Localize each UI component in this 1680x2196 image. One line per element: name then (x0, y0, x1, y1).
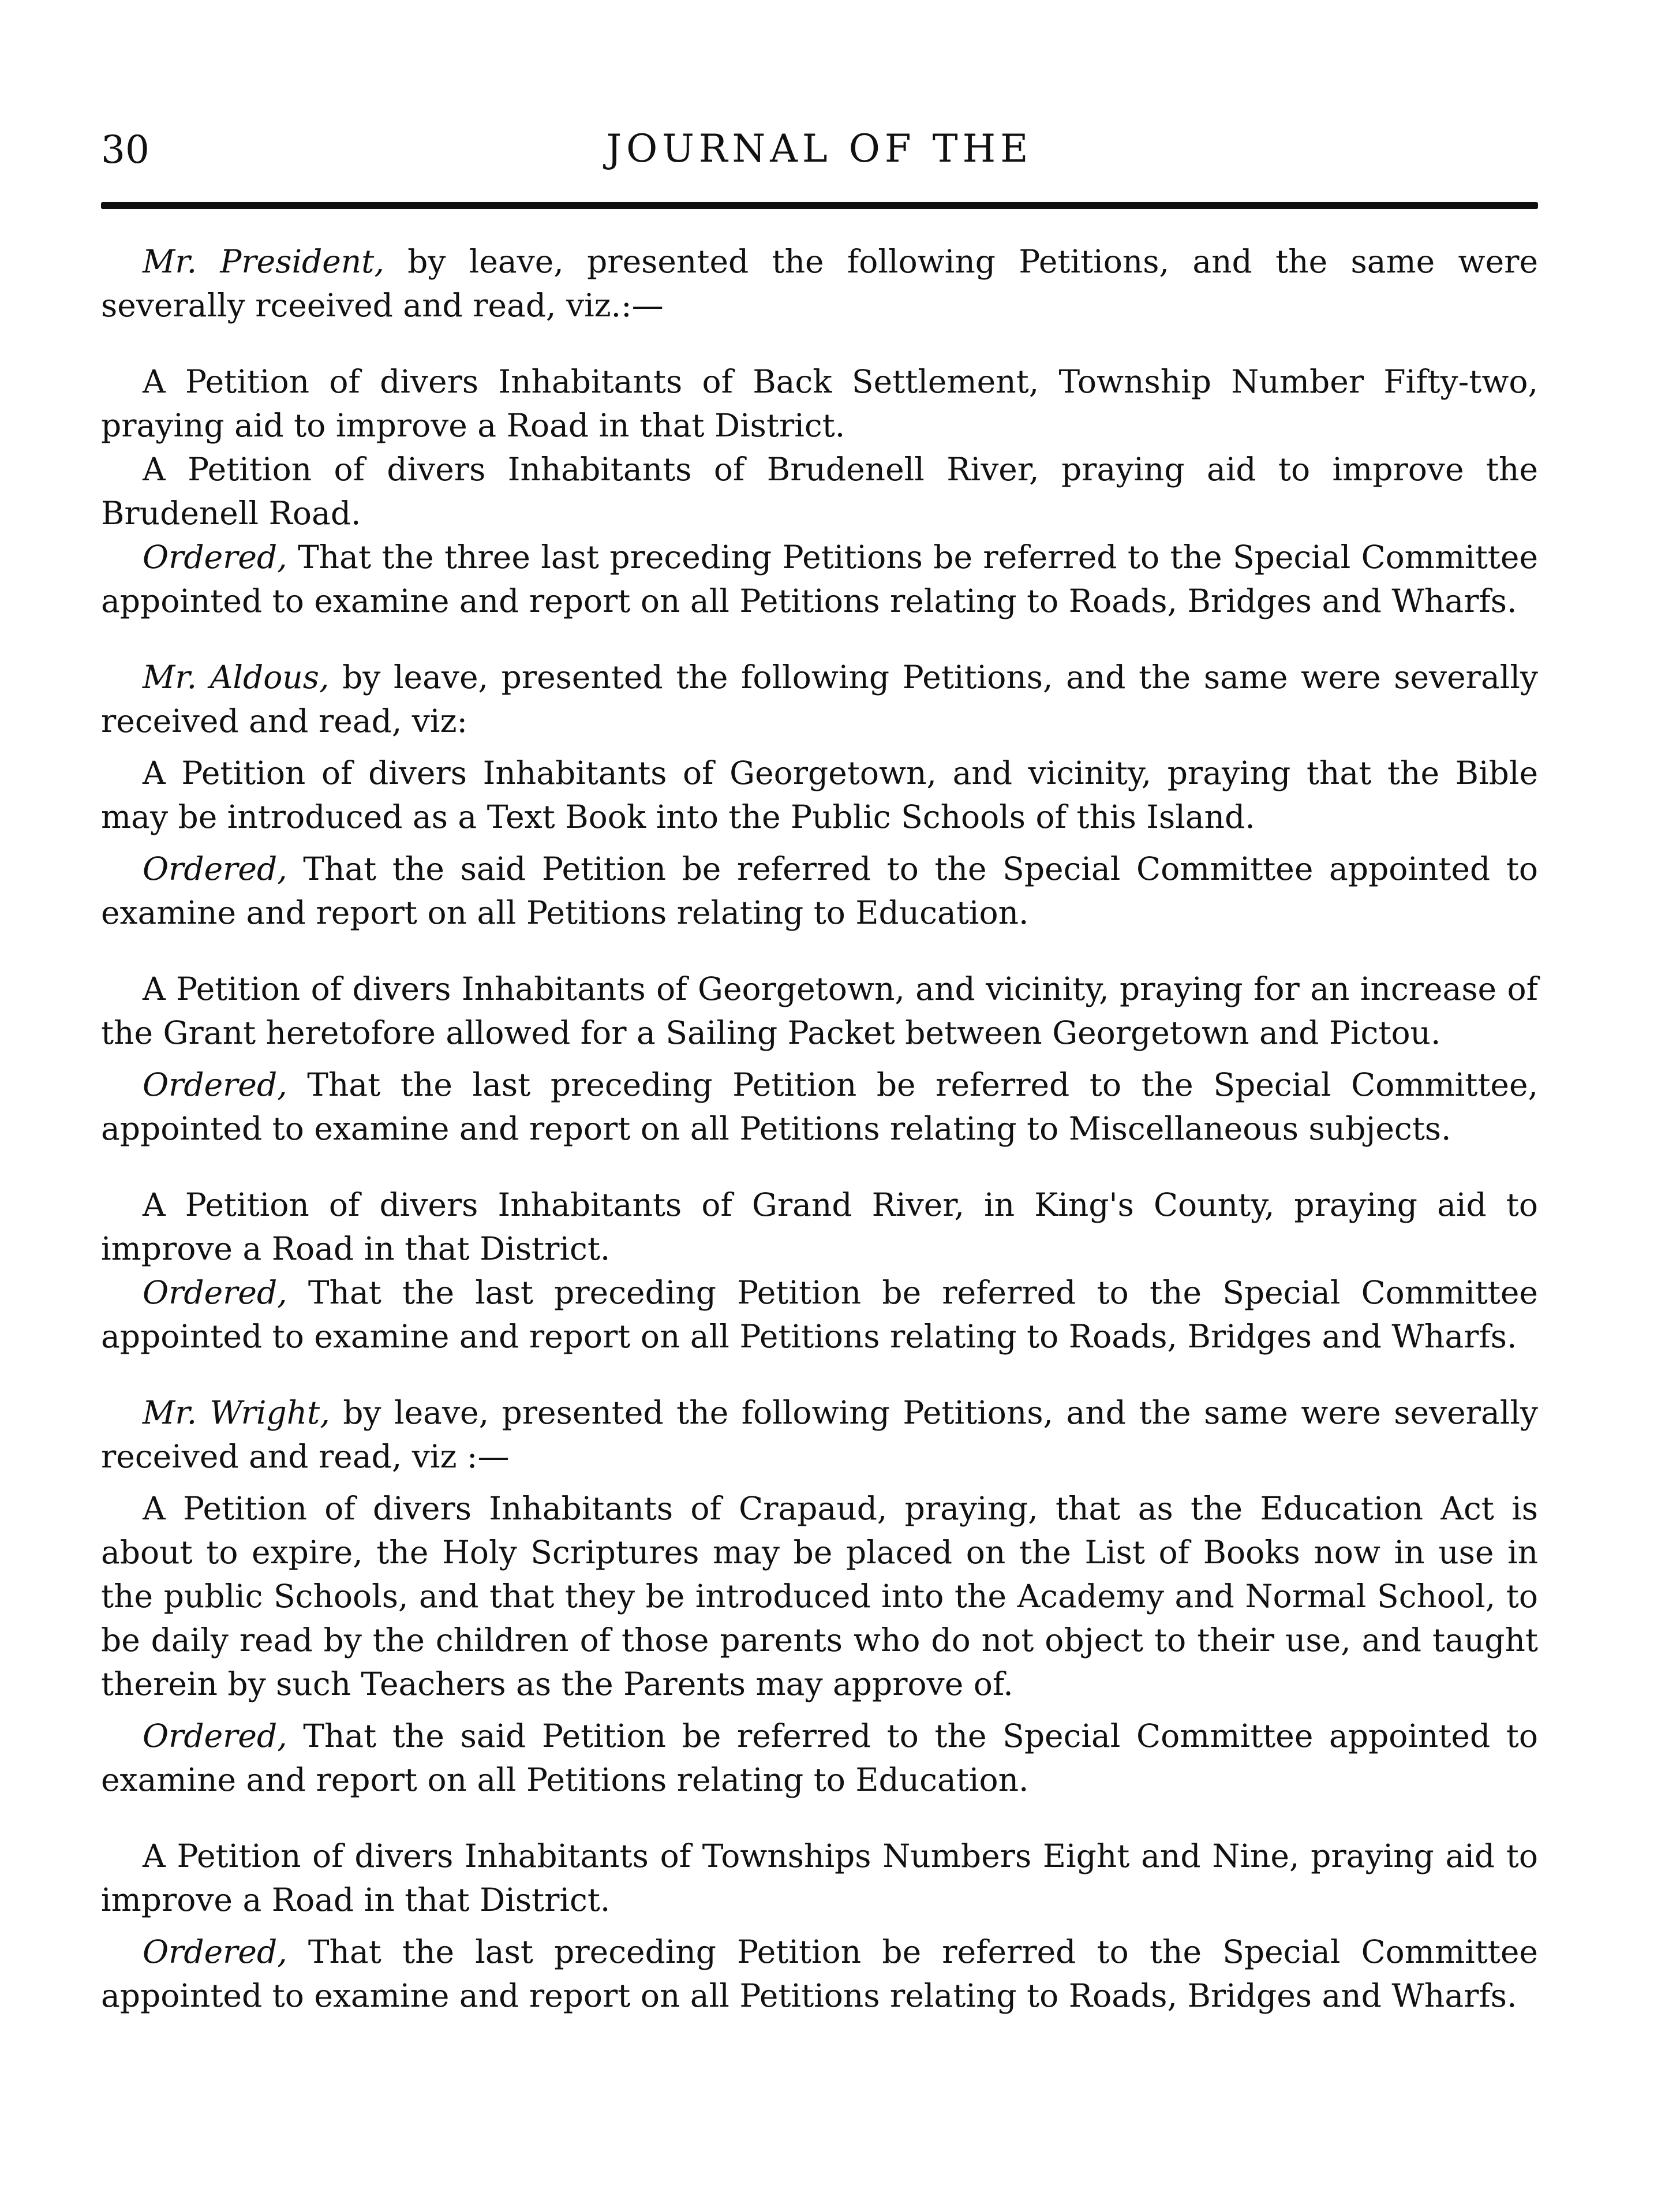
order-paragraph (101, 1271, 1538, 1358)
paragraph-lead: Ordered, (143, 1933, 287, 1970)
paragraph-text: A Petition of divers Inhabitants of Brudenell River, praying aid to improve the Brudenell Road. (101, 451, 1538, 532)
paragraph-text: That the last preceding Petition be referred to the Special Committee appointed to examine and report on all Petitions relating to Roads, Bridges and Wharfs. (101, 1933, 1538, 2014)
paragraph-text: That the last preceding Petition be referred to the Special Committee, appointed to examine and report on all Petitions relating to Miscellaneous subjects. (101, 1066, 1538, 1147)
order-paragraph (101, 847, 1538, 935)
petition-paragraph (101, 1487, 1538, 1706)
paragraph-text: A Petition of divers Inhabitants of Back Settlement, Township Number Fifty-two, praying aid to improve a Road in that District. (101, 363, 1538, 444)
paragraph-text: That the three last preceding Petitions be referred to the Special Committee appointed to examine and report on all Petitions relating to Roads, Bridges and Wharfs. (101, 539, 1538, 619)
paragraph-text: A Petition of divers Inhabitants of Crapaud, praying, that as the Education Act is about to expire, the Holy Scriptures may be placed on the List of Books now in use in the public Schools, and that they be introduced into the Academy and Normal School, to be daily read by the children of those parents who do not object to their use, and taught therein by such Teachers as the Parents may approve of. (101, 1490, 1538, 1702)
order-paragraph (101, 1714, 1538, 1802)
petition-paragraph (101, 1834, 1538, 1922)
order-paragraph (101, 535, 1538, 623)
paragraph-aldous-intro (101, 655, 1538, 743)
order-paragraph (101, 1063, 1538, 1151)
paragraph-lead: Ordered, (143, 1274, 287, 1311)
order-paragraph (101, 1930, 1538, 2018)
paragraph-text: A Petition of divers Inhabitants of Grand River, in King's County, praying aid to improve a Road in that District. (101, 1186, 1538, 1267)
paragraph-text: That the said Petition be referred to the Special Committee appointed to examine and report on all Petitions relating to Education. (101, 1717, 1538, 1798)
header-rule (101, 202, 1538, 209)
paragraph-lead: Ordered, (143, 1717, 287, 1754)
petition-paragraph (101, 751, 1538, 839)
paragraph-text: by leave, presented the following Petitions, and the same were severally received and read, viz: (101, 659, 1538, 740)
paragraph-text: That the said Petition be referred to the Special Committee appointed to examine and report on all Petitions relating to Education. (101, 850, 1538, 931)
paragraph-text: by leave, presented the following Petitions, and the same were severally rceeived and read, viz.:— (101, 243, 1538, 324)
paragraph-president-intro (101, 240, 1538, 327)
petition-paragraph (101, 447, 1538, 535)
paragraph-lead: Ordered, (143, 539, 287, 576)
paragraph-text: by leave, presented the following Petitions, and the same were severally received and read, viz :— (101, 1394, 1539, 1475)
paragraph-lead: Ordered, (143, 1066, 287, 1103)
paragraph-text: A Petition of divers Inhabitants of Georgetown, and vicinity, praying that the Bible may be introduced as a Text Book into the Public Schools of this Island. (101, 755, 1538, 835)
paragraph-wright-intro (101, 1391, 1538, 1478)
petition-paragraph (101, 967, 1538, 1055)
petition-paragraph (101, 1183, 1538, 1271)
running-title: JOURNAL OF THE (606, 126, 1033, 171)
paragraph-text: A Petition of divers Inhabitants of Georgetown, and vicinity, praying for an increase of the Grant heretofore allowed for a Sailing Packet between Georgetown and Pictou. (101, 970, 1538, 1051)
paragraph-lead: Ordered, (143, 850, 287, 887)
paragraph-text: A Petition of divers Inhabitants of Townships Numbers Eight and Nine, praying aid to improve a Road in that District. (101, 1838, 1538, 1918)
paragraph-lead: Mr. Aldous, (143, 659, 330, 696)
paragraph-text: That the last preceding Petition be referred to the Special Committee appointed to examine and report on all Petitions relating to Roads, Bridges and Wharfs. (101, 1274, 1538, 1355)
petition-paragraph (101, 360, 1538, 447)
page-number: 30 (101, 128, 149, 172)
paragraph-lead: Mr. President, (143, 243, 384, 280)
paragraph-lead: Mr. Wright, (143, 1394, 330, 1431)
page-header (101, 118, 1538, 182)
journal-body (101, 240, 1538, 2018)
